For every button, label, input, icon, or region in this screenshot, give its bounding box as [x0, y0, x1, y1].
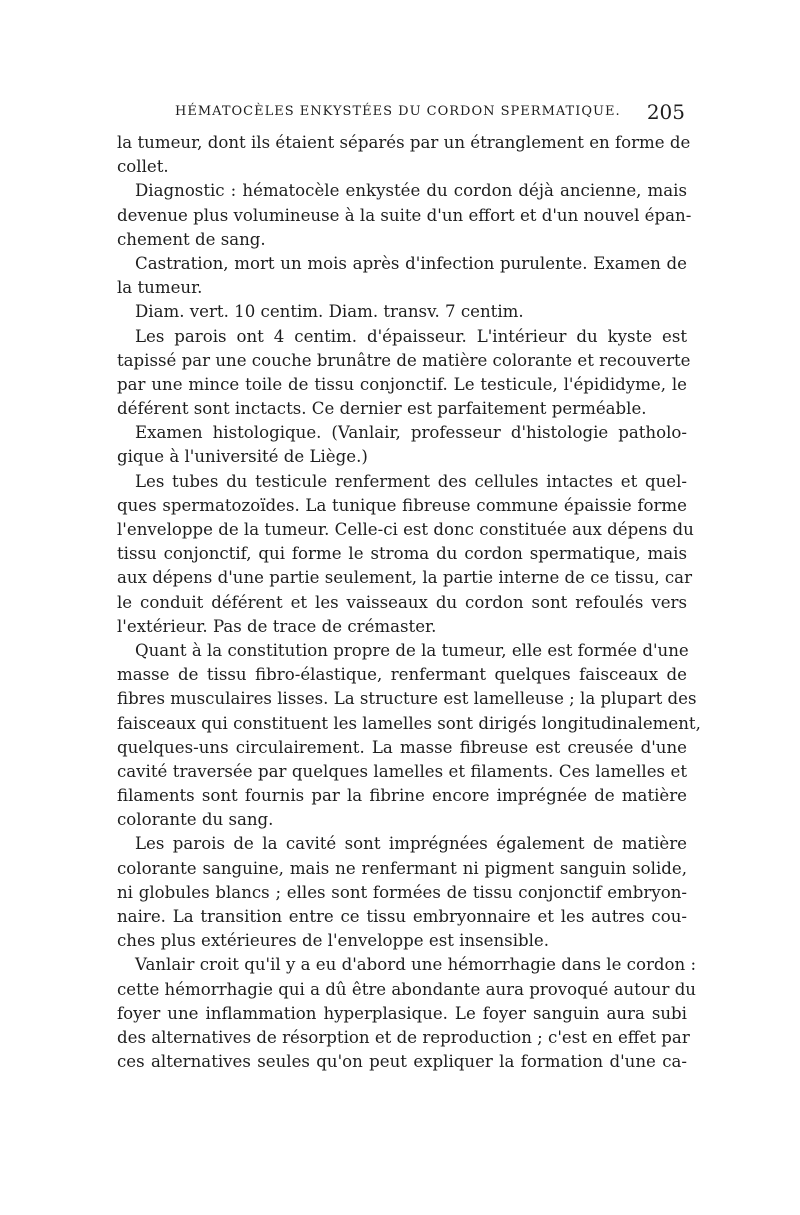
- text-line: la tumeur.: [117, 278, 203, 298]
- text-line: ches plus extérieures de l'enveloppe est insensible.: [117, 931, 550, 951]
- text-line: Diam. vert. 10 centim. Diam. transv. 7 centim.: [135, 302, 524, 322]
- paragraph: [117, 953, 697, 1074]
- text-line: l'enveloppe de la tumeur. Celle-ci est donc constituée aux dépens du: [117, 520, 694, 539]
- text-line: chement de sang.: [117, 229, 266, 249]
- text-line: fibres musculaires lisses. La structure est lamelleuse ; la plupart des: [117, 689, 697, 709]
- text-line: ni globules blancs ; elles sont formées de tissu conjonctif embryon-: [117, 882, 687, 902]
- text-line: Vanlair croit qu'il y a eu d'abord une hémorrhagie dans le cordon :: [135, 955, 697, 975]
- text-line: le conduit déférent et les vaisseaux du cordon sont refoulés vers: [117, 592, 687, 612]
- text-line: l'extérieur. Pas de trace de crémaster.: [117, 616, 437, 636]
- text-line: Castration, mort un mois après d'infection purulente. Examen de: [135, 253, 687, 273]
- text-line: tissu conjonctif, qui forme le stroma du cordon spermatique, mais: [117, 544, 687, 564]
- text-line: Les parois ont 4 centim. d'épaisseur. L'intérieur du kyste est: [135, 326, 687, 346]
- text-line: Examen histologique. (Vanlair, professeur d'histologie patholo-: [135, 423, 687, 443]
- text-line: par une mince toile de tissu conjonctif. Le testicule, l'épididyme, le: [117, 374, 687, 394]
- paragraph: [117, 179, 692, 252]
- page-header: [117, 100, 687, 128]
- paragraph: [117, 300, 687, 324]
- text-line: aux dépens d'une partie seulement, la partie interne de ce tissu, car: [117, 568, 693, 588]
- text-line: quelques-uns circulairement. La masse fibreuse est creusée d'une: [117, 737, 687, 757]
- text-line: la tumeur, dont ils étaient séparés par un étranglement en forme de: [117, 133, 691, 152]
- text-line: Les parois de la cavité sont imprégnées également de matière: [135, 834, 687, 854]
- text-line: masse de tissu fibro-élastique, renfermant quelques faisceaux de: [117, 665, 687, 685]
- text-line: Les tubes du testicule renferment des cellules intactes et quel-: [135, 471, 687, 491]
- text-line: Diagnostic : hématocèle enkystée du cordon déjà ancienne, mais: [135, 181, 687, 201]
- text-line: devenue plus volumineuse à la suite d'un effort et d'un nouvel épan-: [117, 205, 692, 225]
- text-line: foyer une inflammation hyperplasique. Le foyer sanguin aura subi: [117, 1003, 687, 1023]
- paragraph: [117, 470, 694, 639]
- text-line: ques spermatozoïdes. La tunique fibreuse commune épaissie forme: [117, 495, 687, 515]
- paragraph: [117, 131, 691, 179]
- text-line: déférent sont inctacts. Ce dernier est parfaitement perméable.: [117, 399, 647, 419]
- page-number: 205: [646, 100, 685, 124]
- text-line: Quant à la constitution propre de la tumeur, elle est formée d'une: [135, 640, 689, 660]
- text-line: collet.: [117, 157, 169, 177]
- paragraph: [117, 832, 687, 953]
- paragraph: [117, 421, 687, 469]
- paragraph: [117, 325, 691, 422]
- text-line: ces alternatives seules qu'on peut expliquer la formation d'une ca-: [117, 1052, 687, 1072]
- running-head: HÉMATOCÈLES ENKYSTÉES DU CORDON SPERMATIQUE.: [175, 104, 621, 119]
- text-line: des alternatives de résorption et de reproduction ; c'est en effet par: [117, 1027, 690, 1047]
- text-line: cette hémorrhagie qui a dû être abondante aura provoqué autour du: [117, 979, 696, 999]
- text-line: naire. La transition entre ce tissu embryonnaire et les autres cou-: [117, 907, 687, 926]
- text-line: tapissé par une couche brunâtre de matière colorante et recouverte: [117, 350, 691, 370]
- text-line: cavité traversée par quelques lamelles et filaments. Ces lamelles et: [117, 761, 687, 781]
- text-line: filaments sont fournis par la fibrine encore imprégnée de matière: [117, 786, 687, 806]
- paragraph: [117, 252, 687, 300]
- text-line: colorante sanguine, mais ne renfermant ni pigment sanguin solide,: [117, 858, 687, 878]
- body-text: [117, 131, 701, 1074]
- text-line: colorante du sang.: [117, 810, 274, 830]
- text-line: gique à l'université de Liège.): [117, 447, 368, 467]
- text-line: faisceaux qui constituent les lamelles sont dirigés longitudinalement,: [117, 713, 701, 733]
- paragraph: [117, 639, 701, 833]
